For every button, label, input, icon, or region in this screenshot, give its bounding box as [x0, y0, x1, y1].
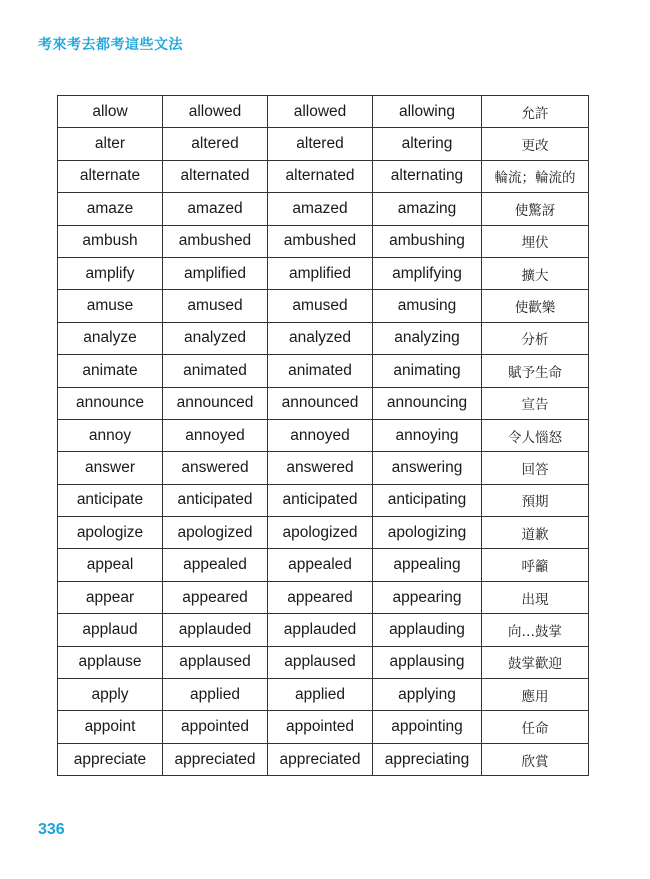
- base-form-cell: allow: [58, 96, 163, 128]
- base-form-cell: apologize: [58, 517, 163, 549]
- past-tense-cell: appealed: [163, 549, 268, 581]
- base-form-cell: answer: [58, 452, 163, 484]
- past-participle-cell: applaused: [268, 646, 373, 678]
- table-row: [58, 581, 589, 613]
- base-form-cell: applause: [58, 646, 163, 678]
- base-form-cell: amuse: [58, 290, 163, 322]
- page-number: 336: [38, 821, 65, 838]
- past-participle-cell: answered: [268, 452, 373, 484]
- table-row: [58, 517, 589, 549]
- table-row: [58, 257, 589, 289]
- past-participle-cell: analyzed: [268, 322, 373, 354]
- meaning-cell: 任命: [482, 711, 589, 743]
- base-form-cell: appear: [58, 581, 163, 613]
- past-tense-cell: annoyed: [163, 419, 268, 451]
- meaning-cell: 應用: [482, 679, 589, 711]
- table-row: [58, 193, 589, 225]
- base-form-cell: applaud: [58, 614, 163, 646]
- base-form-cell: apply: [58, 679, 163, 711]
- base-form-cell: anticipate: [58, 484, 163, 516]
- past-participle-cell: appointed: [268, 711, 373, 743]
- meaning-cell: 令人惱怒: [482, 419, 589, 451]
- present-participle-cell: appealing: [373, 549, 482, 581]
- verb-table-body: [58, 96, 589, 776]
- meaning-cell: 使歡樂: [482, 290, 589, 322]
- table-row: [58, 452, 589, 484]
- table-row: [58, 160, 589, 192]
- table-row: [58, 225, 589, 257]
- meaning-cell: 更改: [482, 128, 589, 160]
- past-tense-cell: answered: [163, 452, 268, 484]
- meaning-cell: 預期: [482, 484, 589, 516]
- base-form-cell: appreciate: [58, 743, 163, 775]
- base-form-cell: alter: [58, 128, 163, 160]
- table-row: [58, 96, 589, 128]
- past-tense-cell: appreciated: [163, 743, 268, 775]
- past-participle-cell: amplified: [268, 257, 373, 289]
- meaning-cell: 分析: [482, 322, 589, 354]
- base-form-cell: appeal: [58, 549, 163, 581]
- base-form-cell: animate: [58, 355, 163, 387]
- past-tense-cell: alternated: [163, 160, 268, 192]
- base-form-cell: alternate: [58, 160, 163, 192]
- base-form-cell: amaze: [58, 193, 163, 225]
- present-participle-cell: applauding: [373, 614, 482, 646]
- meaning-cell: 擴大: [482, 257, 589, 289]
- past-tense-cell: analyzed: [163, 322, 268, 354]
- past-tense-cell: applauded: [163, 614, 268, 646]
- meaning-cell: 道歉: [482, 517, 589, 549]
- present-participle-cell: answering: [373, 452, 482, 484]
- meaning-cell: 呼籲: [482, 549, 589, 581]
- past-tense-cell: appeared: [163, 581, 268, 613]
- present-participle-cell: applausing: [373, 646, 482, 678]
- past-participle-cell: animated: [268, 355, 373, 387]
- table-row: [58, 290, 589, 322]
- table-row: [58, 128, 589, 160]
- table-row: [58, 355, 589, 387]
- base-form-cell: analyze: [58, 322, 163, 354]
- meaning-cell: 出現: [482, 581, 589, 613]
- base-form-cell: amplify: [58, 257, 163, 289]
- present-participle-cell: analyzing: [373, 322, 482, 354]
- past-participle-cell: apologized: [268, 517, 373, 549]
- meaning-cell: 向…鼓掌: [482, 614, 589, 646]
- present-participle-cell: appointing: [373, 711, 482, 743]
- table-row: [58, 679, 589, 711]
- past-participle-cell: allowed: [268, 96, 373, 128]
- base-form-cell: announce: [58, 387, 163, 419]
- past-tense-cell: animated: [163, 355, 268, 387]
- present-participle-cell: announcing: [373, 387, 482, 419]
- table-row: [58, 322, 589, 354]
- present-participle-cell: amazing: [373, 193, 482, 225]
- meaning-cell: 賦予生命: [482, 355, 589, 387]
- present-participle-cell: alternating: [373, 160, 482, 192]
- present-participle-cell: applying: [373, 679, 482, 711]
- past-tense-cell: altered: [163, 128, 268, 160]
- past-tense-cell: announced: [163, 387, 268, 419]
- meaning-cell: 埋伏: [482, 225, 589, 257]
- past-participle-cell: amused: [268, 290, 373, 322]
- base-form-cell: appoint: [58, 711, 163, 743]
- past-participle-cell: appeared: [268, 581, 373, 613]
- past-participle-cell: altered: [268, 128, 373, 160]
- table-row: [58, 743, 589, 775]
- past-participle-cell: annoyed: [268, 419, 373, 451]
- meaning-cell: 輪流；輪流的: [482, 160, 589, 192]
- past-participle-cell: appealed: [268, 549, 373, 581]
- present-participle-cell: animating: [373, 355, 482, 387]
- past-participle-cell: amazed: [268, 193, 373, 225]
- present-participle-cell: amusing: [373, 290, 482, 322]
- past-tense-cell: amazed: [163, 193, 268, 225]
- present-participle-cell: allowing: [373, 96, 482, 128]
- table-row: [58, 614, 589, 646]
- meaning-cell: 允許: [482, 96, 589, 128]
- past-tense-cell: appointed: [163, 711, 268, 743]
- table-row: [58, 419, 589, 451]
- past-tense-cell: apologized: [163, 517, 268, 549]
- past-participle-cell: appreciated: [268, 743, 373, 775]
- present-participle-cell: ambushing: [373, 225, 482, 257]
- meaning-cell: 回答: [482, 452, 589, 484]
- present-participle-cell: anticipating: [373, 484, 482, 516]
- past-participle-cell: ambushed: [268, 225, 373, 257]
- table-row: [58, 646, 589, 678]
- past-participle-cell: announced: [268, 387, 373, 419]
- meaning-cell: 宣告: [482, 387, 589, 419]
- meaning-cell: 使驚訝: [482, 193, 589, 225]
- past-tense-cell: anticipated: [163, 484, 268, 516]
- past-tense-cell: applaused: [163, 646, 268, 678]
- table-row: [58, 549, 589, 581]
- table-row: [58, 484, 589, 516]
- meaning-cell: 欣賞: [482, 743, 589, 775]
- past-participle-cell: alternated: [268, 160, 373, 192]
- past-participle-cell: applauded: [268, 614, 373, 646]
- present-participle-cell: appreciating: [373, 743, 482, 775]
- past-tense-cell: ambushed: [163, 225, 268, 257]
- past-tense-cell: applied: [163, 679, 268, 711]
- past-participle-cell: applied: [268, 679, 373, 711]
- table-row: [58, 387, 589, 419]
- past-tense-cell: allowed: [163, 96, 268, 128]
- past-tense-cell: amused: [163, 290, 268, 322]
- past-participle-cell: anticipated: [268, 484, 373, 516]
- base-form-cell: ambush: [58, 225, 163, 257]
- present-participle-cell: altering: [373, 128, 482, 160]
- table-row: [58, 711, 589, 743]
- page-header-title: 考來考去都考這些文法: [38, 37, 183, 53]
- present-participle-cell: appearing: [373, 581, 482, 613]
- base-form-cell: annoy: [58, 419, 163, 451]
- present-participle-cell: apologizing: [373, 517, 482, 549]
- present-participle-cell: amplifying: [373, 257, 482, 289]
- present-participle-cell: annoying: [373, 419, 482, 451]
- meaning-cell: 鼓掌歡迎: [482, 646, 589, 678]
- past-tense-cell: amplified: [163, 257, 268, 289]
- verb-conjugation-table: [57, 95, 589, 776]
